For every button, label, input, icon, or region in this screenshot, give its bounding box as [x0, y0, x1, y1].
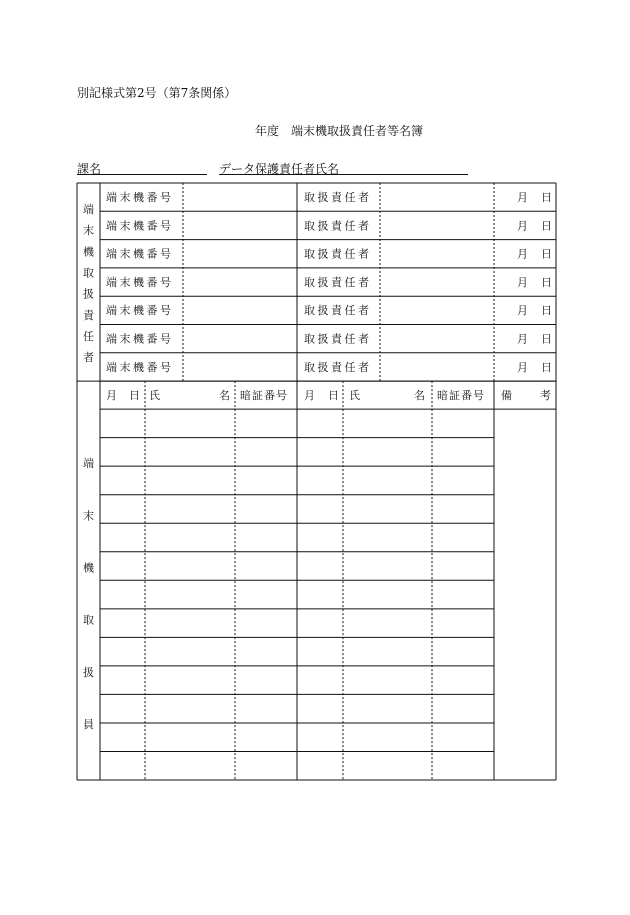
day-label: 日	[541, 304, 552, 318]
manager-label: 取扱責任者	[304, 247, 372, 261]
section2-header-label: 月	[106, 389, 117, 403]
terminal-number-label: 端末機番号	[106, 247, 174, 261]
side-label-char: 取	[83, 613, 94, 627]
side-label-char: 末	[83, 509, 94, 523]
table-grid-lines	[77, 183, 556, 780]
table-text	[83, 190, 552, 731]
section2-header-label: 名	[414, 389, 425, 403]
section2-header-label: 日	[328, 389, 339, 403]
day-label: 日	[541, 219, 552, 233]
side-label-char: 端	[83, 457, 94, 471]
section2-header-label: 氏	[149, 389, 160, 403]
side-label-char: 扱	[83, 665, 94, 679]
section2-header-label: 名	[219, 389, 230, 403]
side-label-char: 員	[83, 718, 94, 731]
section2-header-label: 考	[540, 389, 551, 403]
day-label: 日	[541, 247, 552, 261]
data-protection-manager-label: データ保護責任者氏名	[219, 162, 340, 176]
terminal-number-label: 端末機番号	[106, 219, 174, 233]
terminal-number-label: 端末機番号	[106, 304, 174, 318]
side-label-char: 機	[83, 245, 94, 259]
manager-label: 取扱責任者	[304, 219, 372, 233]
month-label: 月	[517, 247, 528, 261]
month-label: 月	[517, 304, 528, 318]
form-reference: 別記様式第2号（第7条関係）	[77, 86, 237, 100]
day-label: 日	[541, 332, 552, 346]
section2-header-label: 日	[129, 389, 140, 403]
side-label-char: 者	[83, 351, 94, 365]
section2-header-label: 暗証番号	[240, 389, 288, 403]
month-label: 月	[517, 191, 528, 204]
side-label-char: 端	[83, 203, 94, 216]
document-title: 年度 端末機取扱責任者等名簿	[255, 124, 424, 138]
side-label-char: 扱	[83, 287, 94, 301]
month-label: 月	[517, 332, 528, 346]
side-label-char: 責	[83, 308, 94, 322]
department-label: 課名	[77, 162, 102, 176]
terminal-number-label: 端末機番号	[106, 360, 174, 374]
section2-header-label: 備	[501, 389, 512, 403]
month-label: 月	[517, 219, 528, 233]
section2-header-label: 月	[304, 389, 315, 403]
terminal-number-label: 端末機番号	[106, 191, 174, 204]
section2-header-label: 氏	[349, 389, 360, 403]
month-label: 月	[517, 275, 528, 289]
manager-label: 取扱責任者	[304, 304, 372, 318]
manager-label: 取扱責任者	[304, 332, 372, 346]
day-label: 日	[541, 360, 552, 374]
manager-label: 取扱責任者	[304, 360, 372, 374]
terminal-number-label: 端末機番号	[106, 332, 174, 346]
manager-label: 取扱責任者	[304, 191, 372, 204]
side-label-char: 任	[83, 329, 94, 343]
section2-header-label: 暗証番号	[437, 389, 485, 403]
side-label-char: 機	[83, 561, 94, 575]
side-label-char: 取	[83, 266, 94, 280]
day-label: 日	[541, 191, 552, 204]
day-label: 日	[541, 275, 552, 289]
month-label: 月	[517, 360, 528, 374]
manager-label: 取扱責任者	[304, 275, 372, 289]
side-label-char: 末	[83, 224, 94, 238]
terminal-number-label: 端末機番号	[106, 275, 174, 289]
